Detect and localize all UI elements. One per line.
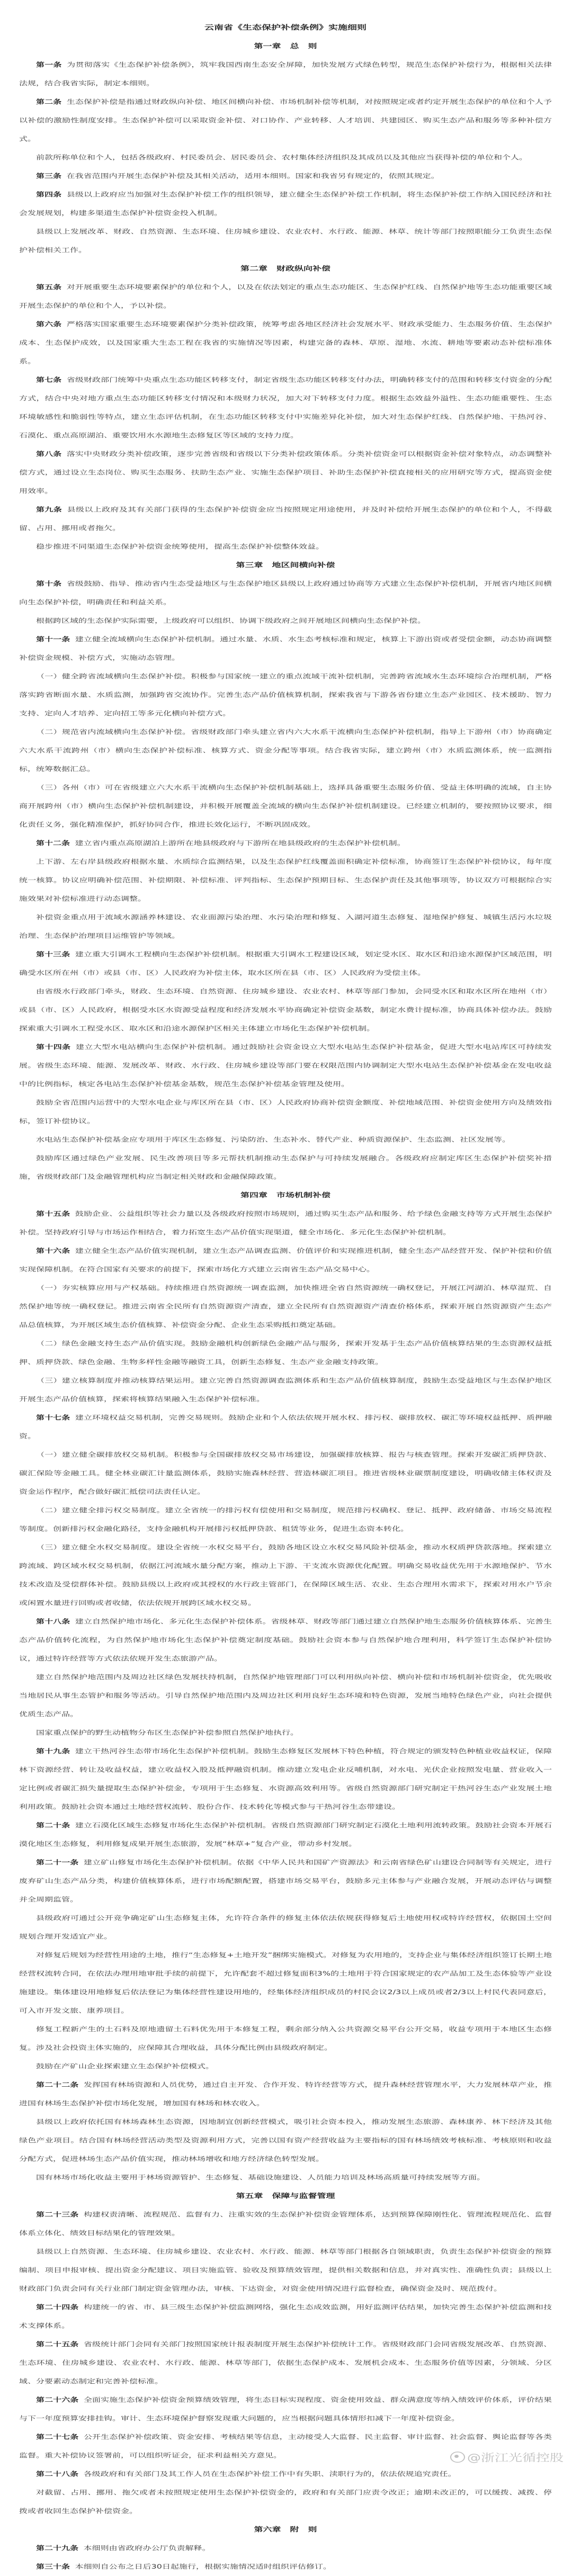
paragraph-text: 鼓励全省范围内运营中的大型水电企业与库区所在县（市、区）人民政府协商补偿资金额度、补偿地域范围、补偿资金使用方向及绩效指标，签订补偿协议。 (19, 1099, 552, 1125)
paragraph (19, 222, 552, 259)
article-label: 第十六条 (36, 1247, 70, 1254)
paragraph-text: 严格落实国家重要生态环境要素保护分类补偿政策，统筹考虑各地区经济社会发展水平、财政承受能力、生态服务价值、生态保护成本、生态保护成效，以及国家重大生态工程在我省的实施情况等因素，构建完备的森林、草原、湿地、水流、耕地等要素动态补偿标准体系。 (19, 320, 552, 365)
article-label: 第十八条 (36, 1618, 70, 1625)
paragraph-text: （三）各州（市）可在省级建立六大水系干流横向生态保护补偿机制基础上，选择具备重要生态服务价值、受益主体明确的流域，自主协商开展跨州（市）横向生态保护补偿机制建设，并积极开展覆盖全流域的横向生态保护补偿机制建设。已经建立机制的，要按照协议要求，细化责任义务，强化精准保护，抓好协同合作，推进长效化运行，不断巩固成效。 (19, 784, 552, 828)
paragraph-text: （三）建立健全水权交易制度。建设全省统一水权交易平台，鼓励各地区设立水权交易风险补偿基金，推动水权质押贷款落地。探索建立跨流域、跨区域水权交易机制，依据江河流域水量分配方案，推动上下游、干支流水资源优化配置。明确交易收益优先用于水源地保护、节水技术改造及受偿群体补偿。鼓励县级以上政府或其授权的水行政主管部门，在保障区域生活、农业、生态合理用水需求下，探索对用水户节余或闲置水量进行回购或者收储，依法依规开展跨区域水权交易。 (19, 1543, 552, 1606)
paragraph-text: 修复工程新产生的土石料及原地遗留土石料优先用于本修复工程，剩余部分纳入公共资源交易平台公开交易，收益专项用于本地区生态修复。涉及社会投资主体实施的，应保障其合理收益，具体分配比例由县级政府制定。 (19, 2025, 552, 2051)
paragraph-text: 本细则自公布之日后30日起施行，根据实施情况适时组织评估修订。 (75, 2563, 332, 2570)
paragraph-text: （二）建立健全排污权交易制度。建立全省统一的排污权有偿使用和交易制度，规范排污权确权、登记、抵押、政府储备、市场交易流程等制度。创新排污权金融化路径，支持金融机构开展排污权抵押贷款、租赁等业务，促进生态资本转化。 (19, 1506, 552, 1532)
paragraph (19, 908, 552, 945)
paragraph (19, 1334, 552, 1371)
paragraph-text: 根据跨区域的生态保护实际需要，上级政府可以组织、协调下级政府之间开展地区间横向生态保护补偿。 (36, 617, 426, 624)
paragraph-text: 国家重点保护的野生动植物分布区生态保护补偿参照自然保护地执行。 (36, 1729, 299, 1736)
paragraph-text: 鼓励库区通过绿色产业发展、民生改善项目等多元帮扶机制推动生态保护与可持续发展融合。各级政府应制定库区生态保护补偿奖补措施，省级财政部门及金融管理机构应当制定相关财政和金融保障政策。 (19, 1154, 552, 1180)
paragraph-text: 省级统计部门会同有关部门按照国家统计报表制度开展生态保护补偿统计工作。省级财政部门会同省级发展改革、自然资源、生态环境、住房城乡建设、农业农村、水行政、能源、林草等部门，依据生态保护成本、发展机会成本、生态服务价值等因素，分领域、分区域、分要素动态制定和完善补偿标准。 (19, 2340, 552, 2385)
paragraph-text: 建立矿山修复市场化生态保护补偿机制。依据《中华人民共和国矿产资源法》和云南省绿色矿山建设合同制等有关规定，进行废弃矿山生态产品分类，构建价值核算体系，进行市场配额配置，搭建市场交易平台，鼓励多元主体参与产业融合发展，开展动态评估与调整并全周期监管。 (19, 1859, 552, 1903)
article-label: 第四条 (36, 191, 62, 198)
article-paragraph (19, 167, 552, 185)
watermark-logo-icon (450, 2452, 465, 2463)
article-paragraph (19, 1816, 552, 1853)
article-paragraph (19, 2557, 552, 2576)
article-paragraph (19, 185, 552, 222)
paragraph-text: 省级鼓励、指导、推动省内生态受益地区与生态保护地区县级以上政府通过协商等方式建立生态保护补偿机制，开展省内地区间横向生态保护补偿，明确责任和利益关系。 (19, 580, 552, 606)
article-label: 第二十一条 (36, 1859, 79, 1866)
article-label: 第二十四条 (36, 2303, 79, 2311)
paragraph-text: 发挥国有林场资源和人员优势，通过自主开发、合作开发、特许经营等方式，提升森林经营管理水平，大力发展林草产业，推进国有林场生态保护补偿市场化发展，增加国有林场和林农收入。 (19, 2081, 552, 2107)
article-paragraph (19, 1242, 552, 1279)
paragraph-text: 省级财政部门统筹中央重点生态功能区转移支付，制定省级生态功能区转移支付办法，明确转移支付的范围和转移支付资金的分配方式，结合中央对地方重点生态功能区转移支付情况和本级财力状况，加大对下转移支付力度。根据生态效益外溢性、生态功能重要性、生态环境敏感性和脆弱性等特点，建立生态评估机制，在生态功能区转移支付中实施差异化补偿，加大对生态保护红线、自然保护地、干热河谷、石漠化、重点高原湖泊、重要饮用水水源地生态修复区等区域的支持力度。 (19, 376, 552, 439)
paragraph (19, 1446, 552, 1501)
paragraph-text: （一）建立健全碳排放权交易机制。积极参与全国碳排放权交易市场建设，加强碳排放核算、报告与核查管理。探索开发碳汇质押贷款、碳汇保险等金融工具。健全林业碳汇计量监测体系，鼓励实施森林经营、营造林碳汇项目。推进省级林业碳票制度建设，明确收储主体权责及资金运作程序，配合做好碳汇抵偿司法责任认定。 (19, 1451, 552, 1495)
paragraph (19, 2242, 552, 2298)
watermark (450, 2449, 564, 2464)
article-paragraph (19, 945, 552, 982)
article-paragraph (19, 93, 552, 148)
paragraph-text: 全面实施生态保护补偿资金预算绩效管理，将生态目标实现程度、资金使用效益、群众满意度等纳入绩效评价体系，评价结果与下一年度预算安排挂钩。审计、生态环境保护督察发现重大问题的，应当根据问题具体情形扣减下一年度补偿资金。 (19, 2396, 552, 2422)
article-label: 第十二条 (36, 839, 70, 847)
paragraph-text: 建立健全生态产品价值实现机制，建立生态产品调查监测、价值评价和实现推进机制，健全生态产品经营开发、保护补偿和价值实现保障机制。在符合国家有关要求的前提下，探索市场化方式建立云南省生态产品交易中心。 (19, 1247, 552, 1273)
article-label: 第二十九条 (36, 2544, 79, 2552)
paragraph-text: 为贯彻落实《生态保护补偿条例》，筑牢我国西南生态安全屏障，加快发展方式绿色转型，规范生态保护补偿行为，根据相关法律法规，结合我省实际，制定本细则。 (19, 61, 552, 87)
article-label: 第十一条 (36, 635, 70, 643)
paragraph-text: 对开展重要生态环境要素保护的单位和个人，以及在依法划定的重点生态功能区、生态保护红线、自然保护地等生态功能重要区域开展生态保护的单位和个人，予以补偿。 (19, 283, 552, 309)
article-paragraph (19, 2298, 552, 2335)
article-paragraph (19, 834, 552, 852)
watermark-text: @浙江光循控股 (467, 2452, 564, 2464)
paragraph (19, 852, 552, 908)
article-label: 第二十三条 (36, 2211, 79, 2218)
paragraph-text: （一）健全跨省流域横向生态保护补偿。积极参与国家统一建立的重点流域干流补偿机制，完善跨省流域水生态环境综合治理机制，严格落实跨省断面水量、水质监测，加强跨省交流协作。完善生态产品价值核算机制，探索我省与下游各省份建立生态产业园区、技术援助、智力支持、定向人才培养、定向招工等多元化横向补偿方式。 (19, 672, 552, 717)
paragraph (19, 1909, 552, 1946)
paragraph (19, 1093, 552, 1130)
article-paragraph (19, 2539, 552, 2557)
article-label: 第二十七条 (36, 2433, 79, 2440)
paragraph-text: 上下游、左右岸县级政府根据水量、水质综合监测结果，以及生态保护红线覆盖面积确定补偿标准，协商签订生态保护补偿协议，每年度统一核算。协议应明确补偿范围、补偿期限、补偿标准、评判指标、生态保护预期目标、生态保护责任及其他事项等，协议双方可根据综合实施效果对补偿标准进行动态调整。 (19, 858, 552, 902)
article-label: 第二十条 (36, 1821, 70, 1829)
paragraph (19, 2483, 552, 2520)
paragraph-text: 对截留、占用、挪用、拖欠或者未按照规定使用生态保护补偿资金的，政府和有关部门应责令改正；逾期未改正的，可以缓拨、减拨、停拨或者收回生态保护补偿资金。 (19, 2489, 552, 2515)
paragraph-text: 构建权责清晰、流程规范、监督有力、注重实效的生态保护补偿资金管理体系，达到预算保障刚性化、管理流程规范化、监督体系立体化、绩效目标结果化的管理效果。 (19, 2211, 552, 2237)
article-label: 第二十八条 (36, 2470, 79, 2478)
paragraph-text: 建立大型水电站横向生态保护补偿机制。通过鼓励社会资金设立大型水电站生态保护补偿基金，促进大型水电站库区可持续发展。省级生态环境、能源、发展改革、财政、水行政、住房城乡建设等部门要在权限范围内协调制定大型水电站生态保护补偿基金在发电收益中的比例指标，核定各电站生态保护补偿基金基数，规范生态保护补偿基金管理及使用。 (19, 1043, 552, 1088)
article-paragraph (19, 1612, 552, 1668)
article-label: 第一条 (36, 61, 62, 68)
paragraph (19, 982, 552, 1038)
paragraph-text: 县级以上政府及其有关部门获得的生态保护补偿资金应当按照规定用途使用，并及时补偿给开展生态保护的单位和个人，不得截留、占用、挪用或者拖欠。 (19, 506, 552, 532)
chapter-heading: 第三章 地区间横向补偿 (236, 561, 335, 569)
article-paragraph (19, 630, 552, 667)
article-label: 第十七条 (36, 1414, 70, 1421)
paragraph-text: 建立干热河谷生态带市场化生态保护补偿机制。鼓励生态修复区发展林下特色种植，符合规定的颁发特色种植业收益权证，保障林下资源经营、转让及收益权益，建立收益权入股及抵押融资机制。推动建立发电企业反哺机制，对水电、光伏企业按照发电量、营业收入一定比例或者碳汇损失量提取生态保护补偿金，专项用于生态修复、水资源高效利用等。省级自然资源部门研究制定干热河谷生态产业发展土地利用政策。鼓励社会资本通过土地经营权流转、股份合作、技术转化等模式参与干热河谷生态带建设。 (19, 1747, 552, 1810)
paragraph-text: 县级政府可通过公开竞争确定矿山生态修复主体，允许符合条件的修复主体依法依规获得修复后土地使用权或特许经营权，依据国土空间规划合理开发适宜产业。 (19, 1914, 552, 1940)
paragraph (19, 1538, 552, 1612)
article-label: 第五条 (36, 283, 62, 291)
article-paragraph (19, 278, 552, 315)
paragraph-text: 建立省内重点高原湖泊上游所在地县级政府与下游所在地县级政府的生态保护补偿机制。 (75, 839, 406, 847)
chapter-heading: 第四章 市场机制补偿 (240, 1191, 330, 1199)
paragraph-text: 国有林场市场化收益主要用于林场资源管护、生态修复、基础设施建设、人员能力培训及林场高质量可持续发展等方面。 (36, 2174, 486, 2181)
paragraph-text: （三）建立核算制度并推动核算结果运用。建立完善自然资源调查监测体系和生态产品价值核算制度，鼓励生态受益地区与生态保护地区开展生态产品价值核算，探索将核算结果融入生态保护补偿标准。 (19, 1377, 552, 1403)
paragraph (19, 1279, 552, 1334)
paragraph (19, 667, 552, 723)
paragraph-text: 公开生态保护补偿政策、资金安排、考核结果等信息，主动接受人大监督、民主监督、审计监督、社会监督、舆论监督等各类监督。重大补偿协议签署前，可以组织听证会，征求利益相关方意见。 (19, 2433, 552, 2459)
article-label: 第二十五条 (36, 2340, 79, 2348)
paragraph-text: 前款所称单位和个人，包括各级政府、村民委员会、居民委员会、农村集体经济组织及其成员以及其他应当获得补偿的单位和个人。 (36, 154, 528, 161)
paragraph (19, 148, 552, 167)
article-label: 第七条 (36, 376, 62, 383)
paragraph-text: （二）绿色金融支持生态产品价值实现。鼓励金融机构创新绿色金融产品与服务，探索开发基于生态产品价值核算结果的生态资源权益抵押、质押贷款、绿色金融、生物多样性金融等融资工具，创新生态修复、生态产业金融支持政策。 (19, 1340, 552, 1366)
article-label: 第九条 (36, 506, 62, 513)
paragraph-text: 生态保护补偿是指通过财政纵向补偿、地区间横向补偿、市场机制补偿等机制，对按照规定或者约定开展生态保护的单位和个人予以补偿的激励性制度安排。生态保护补偿可以采取资金补偿、对口协作、产业转移、人才培训、共建园区、购买生态产品和服务等多种补偿方式。 (19, 98, 552, 142)
chapter-heading: 第六章 附 则 (254, 2526, 317, 2534)
paragraph-text: 构建统一的省、市、县三级生态保护补偿监测网络，强化生态成效监测，用好监测评估结果，加快完善生态保护补偿监测和技术支撑体系。 (19, 2303, 552, 2329)
article-paragraph (19, 2076, 552, 2113)
article-paragraph (19, 1853, 552, 1909)
article-paragraph (19, 1205, 552, 1242)
paragraph-text: 本细则由省政府办公厅负责解释。 (83, 2544, 211, 2552)
article-label: 第十九条 (36, 1747, 70, 1755)
article-label: 第十四条 (36, 1043, 71, 1051)
chapter-heading: 第一章 总 则 (254, 42, 317, 50)
paragraph-text: （一）夯实核算应用与产权基础。持续推进自然资源统一调查监测，加快推进全省自然资源统一确权登记，开展江河湖泊、林草湿荒、自然保护地等统一确权登记。推进云南省全民所有自然资源资产清查，建立全民所有自然资源资产清查价格体系，探索开展自然资源资产生态产品总值核算，为开展区域生态价值核算、补偿资金分配、企业生态采购抵扣奠定基础。 (19, 1284, 552, 1329)
article-paragraph (19, 500, 552, 537)
paragraph (19, 2020, 552, 2057)
paragraph (19, 1501, 552, 1538)
article-paragraph (19, 2205, 552, 2242)
paragraph (19, 1946, 552, 2020)
paragraph (19, 2168, 552, 2187)
paragraph-text: 对修复后规划为经营性用途的土地，推行“生态修复+土地开发”捆绑实施模式。对修复为农用地的，支持企业与集体经济组织签订长期土地经营权流转合同，在依法办理用地审批手续的前提下，允许配套不超过修复面积3%的土地用于符合国家规定的农产品加工及生态体验等产业设施建设。集体建设用地修复后依法登记为集体经营性建设用地的，经集体经济组织成员的村民会议2/3以上成员或者2/3以上村民代表同意后，可入市开发文旅、康养项目。 (19, 1951, 552, 2014)
paragraph-text: 水电站生态保护补偿基金应专项用于库区生态修复、污染防治、生态补水、替代产业、种质资源保护、生态监测、社区发展等。 (36, 1136, 511, 1143)
chapter-heading: 第五章 保障与监督管理 (236, 2192, 335, 2200)
paragraph-text: 建立重大引调水工程横向生态保护补偿机制。根据重大引调水工程建设区域，划定受水区、取水区和沿途水源保护区域范围，明确受水区所在州（市）或县（市、区）人民政府为补偿主体，取水区所在县（市、区）人民政府为受偿主体。 (19, 950, 552, 976)
article-paragraph (19, 2465, 552, 2483)
paragraph-text: 县级以上政府依托国有林场森林生态资源，因地制宜创新经营模式，吸引社会资本投入，推动发展生态旅游、森林康养、林下经济及其他绿色产业项目。结合国有林场经营活动类型及资源利用方式，完善以国有资产经营收益为主要指标的国有林场绩效考核标准、考核原则和收益分配方式，促进林场生态产品价值实现，推动林场增收和地方经济绿色转型发展。 (19, 2118, 552, 2162)
paragraph-text: 县级以上发展改革、财政、自然资源、生态环境、住房城乡建设、农业农村、水行政、能源、林草、统计等部门按照职能分工负责生态保护补偿相关工作。 (19, 228, 552, 254)
article-paragraph (19, 1742, 552, 1816)
paragraph (19, 2113, 552, 2168)
article-label: 第六条 (36, 320, 62, 328)
paragraph-text: 由省级水行政部门牵头，财政、生态环境、自然资源、住房城乡建设、农业农村、林草等部门参加，会同受水区和取水区所在地州（市）或县（市、区）人民政府，根据受水区水资源受益程度和经济发展水平协商确定补偿资金基数，制定水费计提标准，协商具体补偿办法。鼓励探索重大引调水工程受水区、取水区和沿途水源保护区相关主体建立市场化生态保护补偿机制。 (19, 988, 552, 1032)
paragraph (19, 537, 552, 556)
paragraph (19, 1149, 552, 1186)
article-label: 第二条 (36, 98, 62, 105)
paragraph-text: 鼓励企业、公益组织等社会力量以及各级政府按照市场规则，通过购买生态产品和服务、给予绿色金融支持等方式开展生态保护补偿。坚持政府引导与市场运作相结合，着力拓宽生态产品价值实现渠道，健全市场化、多元化生态保护补偿机制。 (19, 1210, 552, 1236)
article-paragraph (19, 2335, 552, 2391)
paragraph (19, 723, 552, 778)
article-label: 第二十二条 (36, 2081, 79, 2088)
article-paragraph (19, 56, 552, 93)
paragraph-text: 建立自然保护地范围内及周边社区绿色发展扶持机制，自然保护地管理部门可以利用纵向补偿、横向补偿和市场机制补偿资金，优先吸收当地居民从事生态管护和服务等活动。引导自然保护地范围内及周边社区利用良好生态环境和特色资源，发展当地特色绿色产业，向社会提供优质生态产品。 (19, 1673, 552, 1718)
paragraph-text: 在我省范围内开展生态保护补偿及其相关活动，适用本细则。国家和我省另有规定的，依照其规定。 (66, 172, 440, 179)
article-paragraph (19, 575, 552, 612)
paragraph-text: 补偿资金重点用于流域水源涵养林建设、农业面源污染治理、水污染治理和修复、入湖河道生态修复、湿地保护修复、城镇生活污水垃圾治理、生态保护治理项目运维管护等领域。 (19, 913, 552, 939)
paragraph-text: 建立环境权益交易机制，完善交易规则。鼓励企业和个人依法依规开展水权、排污权、碳排放权、碳汇等环境权益抵押、质押融资。 (19, 1414, 552, 1440)
paragraph (19, 612, 552, 630)
article-paragraph (19, 371, 552, 445)
paragraph-text: 建立石漠化区域生态修复市场化生态保护补偿机制。省级自然资源部门研究制定石漠化土地利用流转政策。鼓励社会资本开展石漠化地区生态修复，利用修复成果开展生态旅游，发展“林草+”复合产业，带动乡村发展。 (19, 1821, 552, 1847)
paragraph-text: 稳步推进不同渠道生态保护补偿资金统筹使用，提高生态保护补偿整体效益。 (36, 543, 325, 550)
paragraph-text: 建立自然保护地市场化、多元化生态保护补偿体系。省级林草、财政等部门通过建立自然保护地生态服务价值核算体系、完善生态产品价值转化流程，为自然保护地市场化生态保护补偿奠定制度基础。鼓励社会资本参与自然保护地合理利用，科学签订生态保护补偿协议，通过特许经营等方式依法依规开发生态旅游产品。 (19, 1618, 552, 1662)
paragraph (19, 1668, 552, 1724)
article-label: 第三十条 (36, 2563, 70, 2570)
paragraph-text: 鼓励在产矿山企业探索建立生态保护补偿模式。 (36, 2062, 215, 2070)
paragraph-text: 建立健全流域横向生态保护补偿机制。通过水量、水质、水生态考核标准和规定，核算上下游出资或者受偿金额，动态协商调整补偿资金规模、补偿方式，实施动态管理。 (19, 635, 552, 661)
paragraph (19, 778, 552, 834)
article-paragraph (19, 315, 552, 371)
article-label: 第二十六条 (36, 2396, 79, 2403)
regulation-document (19, 0, 552, 2576)
paragraph-text: 各级政府和有关部门及其工作人员在生态保护补偿工作中有失职、渎职行为的，依法依规追究责任。 (83, 2470, 457, 2478)
article-label: 第三条 (36, 172, 62, 179)
chapter-heading: 第二章 财政纵向补偿 (240, 265, 330, 273)
paragraph-text: 县级以上政府应当加强对生态保护补偿工作的组织领导，建立健全生态保护补偿工作机制，将生态保护补偿工作纳入国民经济和社会发展规划，构建多渠道生态保护补偿资金投入机制。 (19, 191, 552, 217)
paragraph-text: 县级以上自然资源、生态环境、住房城乡建设、农业农村、水行政、能源、林草等部门根据各自领域职责，负责生态保护补偿资金的预算编制、项目申报审核、提出资金分配建议、项目实施监管、验收及预算绩效管理，提供相关数据和信息，并对真实性、准确性负责；县级以上财政部门负责会同有关行业部门制定资金管理办法，审核、下达资金，对资金使用情况进行监督检查，确保资金及时、规范拨付。 (19, 2248, 552, 2292)
article-label: 第八条 (36, 450, 62, 457)
paragraph (19, 1130, 552, 1149)
article-label: 第十条 (36, 580, 62, 587)
paragraph (19, 1371, 552, 1408)
paragraph-text: 落实中央财政分类补偿政策，逐步完善省级和省级以下分类补偿政策体系。分类补偿资金可以根据资金补偿对象特点，动态调整补偿方式，通过设立生态岗位、购买生态服务、扶助生态产业、实施生态保护项目、补助生态保护补偿直接相关的应用研究等方式，提高资金使用效率。 (19, 450, 552, 495)
article-paragraph (19, 1408, 552, 1446)
paragraph (19, 2057, 552, 2076)
document-title: 云南省《生态保护补偿条例》实施细则 (204, 23, 367, 32)
article-paragraph (19, 2391, 552, 2428)
paragraph (19, 1724, 552, 1742)
article-paragraph (19, 1038, 552, 1093)
article-label: 第十三条 (36, 950, 70, 958)
paragraph-text: （二）规范省内流域横向生态保护补偿。省级财政部门牵头建立省内六大水系干流横向生态保护补偿机制，指导上下游州（市）协商确定六大水系干流跨州（市）横向生态保护补偿标准、核算方式、资金分配等事项。结合我省实际，建立跨州（市）水质监测体系，统一监测指标，统筹数据汇总。 (19, 728, 552, 773)
article-label: 第十五条 (36, 1210, 70, 1217)
article-paragraph (19, 445, 552, 500)
